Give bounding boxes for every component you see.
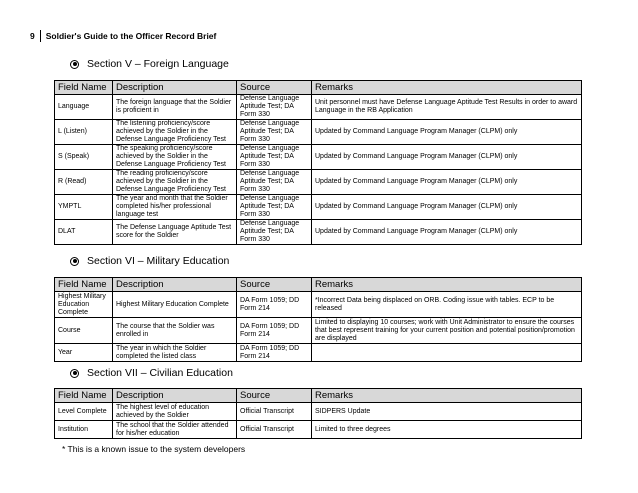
description-cell: The year and month that the Soldier completed his/her professional language test <box>113 195 237 220</box>
header-source: Source <box>237 278 312 292</box>
description-cell: The foreign language that the Soldier is proficient in <box>113 95 237 120</box>
remarks-cell: Limited to displaying 10 courses; work with Unit Administrator to ensure the courses that best represent training for your current position and potential position/promotion are displayed <box>312 318 582 344</box>
description-cell: The reading proficiency/score achieved by the Soldier in the Defense Language Proficiency Test <box>113 170 237 195</box>
header-remarks: Remarks <box>312 389 582 403</box>
description-cell: The listening proficiency/score achieved by the Soldier in the Defense Language Proficiency Test <box>113 120 237 145</box>
table-row <box>55 318 582 344</box>
section-5-title: Section V – Foreign Language <box>87 58 229 70</box>
table-row <box>55 195 582 220</box>
field-name-cell: Highest Military Education Complete <box>55 292 113 318</box>
header-field-name: Field Name <box>55 389 113 403</box>
table-row <box>55 220 582 245</box>
page-number: 9 <box>30 31 35 41</box>
field-name-cell: L (Listen) <box>55 120 113 145</box>
source-cell: Defense Language Aptitude Test; DA Form 330 <box>237 120 312 145</box>
remarks-cell: Updated by Command Language Program Manager (CLPM) only <box>312 145 582 170</box>
table-header-row <box>55 389 582 403</box>
table-row <box>55 344 582 362</box>
source-cell: Defense Language Aptitude Test; DA Form 330 <box>237 95 312 120</box>
radio-bullet-icon <box>70 369 79 378</box>
header-remarks: Remarks <box>312 278 582 292</box>
source-cell: Defense Language Aptitude Test; DA Form 330 <box>237 195 312 220</box>
table-header-row <box>55 81 582 95</box>
remarks-cell: *Incorrect Data being displaced on ORB. Coding issue with tables. ECP to be released <box>312 292 582 318</box>
source-cell: Defense Language Aptitude Test; DA Form 330 <box>237 145 312 170</box>
field-name-cell: Course <box>55 318 113 344</box>
description-cell: The Defense Language Aptitude Test score for the Soldier <box>113 220 237 245</box>
table-header-row <box>55 278 582 292</box>
field-name-cell: Year <box>55 344 113 362</box>
remarks-cell <box>312 344 582 362</box>
header-divider <box>40 30 41 42</box>
remarks-cell: Limited to three degrees <box>312 421 582 439</box>
source-cell: Defense Language Aptitude Test; DA Form 330 <box>237 170 312 195</box>
field-name-cell: Language <box>55 95 113 120</box>
field-name-cell: YMPTL <box>55 195 113 220</box>
source-cell: Defense Language Aptitude Test; DA Form 330 <box>237 220 312 245</box>
section-5-heading <box>70 58 229 70</box>
military-education-table <box>54 277 582 362</box>
description-cell: The school that the Soldier attended for his/her education <box>113 421 237 439</box>
table-row <box>55 421 582 439</box>
footnote: * This is a known issue to the system developers <box>62 444 246 454</box>
field-name-cell: Institution <box>55 421 113 439</box>
description-cell: The highest level of education achieved by the Soldier <box>113 403 237 421</box>
field-name-cell: Level Complete <box>55 403 113 421</box>
field-name-cell: DLAT <box>55 220 113 245</box>
header-source: Source <box>237 81 312 95</box>
table-row <box>55 170 582 195</box>
remarks-cell: Updated by Command Language Program Manager (CLPM) only <box>312 120 582 145</box>
table-row <box>55 95 582 120</box>
document-title: Soldier's Guide to the Officer Record Brief <box>45 31 217 41</box>
section-6-heading <box>70 255 229 267</box>
table-row <box>55 292 582 318</box>
field-name-cell: S (Speak) <box>55 145 113 170</box>
description-cell: The year in which the Soldier completed the listed class <box>113 344 237 362</box>
page-header <box>30 30 216 42</box>
radio-bullet-icon <box>70 60 79 69</box>
header-remarks: Remarks <box>312 81 582 95</box>
civilian-education-table <box>54 388 582 439</box>
header-description: Description <box>113 81 237 95</box>
radio-bullet-icon <box>70 257 79 266</box>
table-row <box>55 145 582 170</box>
header-source: Source <box>237 389 312 403</box>
source-cell: DA Form 1059; DD Form 214 <box>237 292 312 318</box>
field-name-cell: R (Read) <box>55 170 113 195</box>
source-cell: Official Transcript <box>237 421 312 439</box>
remarks-cell: Unit personnel must have Defense Language Aptitude Test Results in order to award Language in the RB Application <box>312 95 582 120</box>
source-cell: DA Form 1059; DD Form 214 <box>237 344 312 362</box>
table-row <box>55 120 582 145</box>
description-cell: Highest Military Education Complete <box>113 292 237 318</box>
section-7-heading <box>70 367 233 379</box>
source-cell: DA Form 1059; DD Form 214 <box>237 318 312 344</box>
table-row <box>55 403 582 421</box>
header-field-name: Field Name <box>55 81 113 95</box>
remarks-cell: Updated by Command Language Program Manager (CLPM) only <box>312 170 582 195</box>
header-description: Description <box>113 389 237 403</box>
section-7-title: Section VII – Civilian Education <box>87 367 233 379</box>
remarks-cell: SIDPERS Update <box>312 403 582 421</box>
remarks-cell: Updated by Command Language Program Manager (CLPM) only <box>312 220 582 245</box>
source-cell: Official Transcript <box>237 403 312 421</box>
section-6-title: Section VI – Military Education <box>87 255 230 267</box>
description-cell: The speaking proficiency/score achieved by the Soldier in the Defense Language Proficiency Test <box>113 145 237 170</box>
foreign-language-table <box>54 80 582 245</box>
header-field-name: Field Name <box>55 278 113 292</box>
header-description: Description <box>113 278 237 292</box>
remarks-cell: Updated by Command Language Program Manager (CLPM) only <box>312 195 582 220</box>
description-cell: The course that the Soldier was enrolled in <box>113 318 237 344</box>
